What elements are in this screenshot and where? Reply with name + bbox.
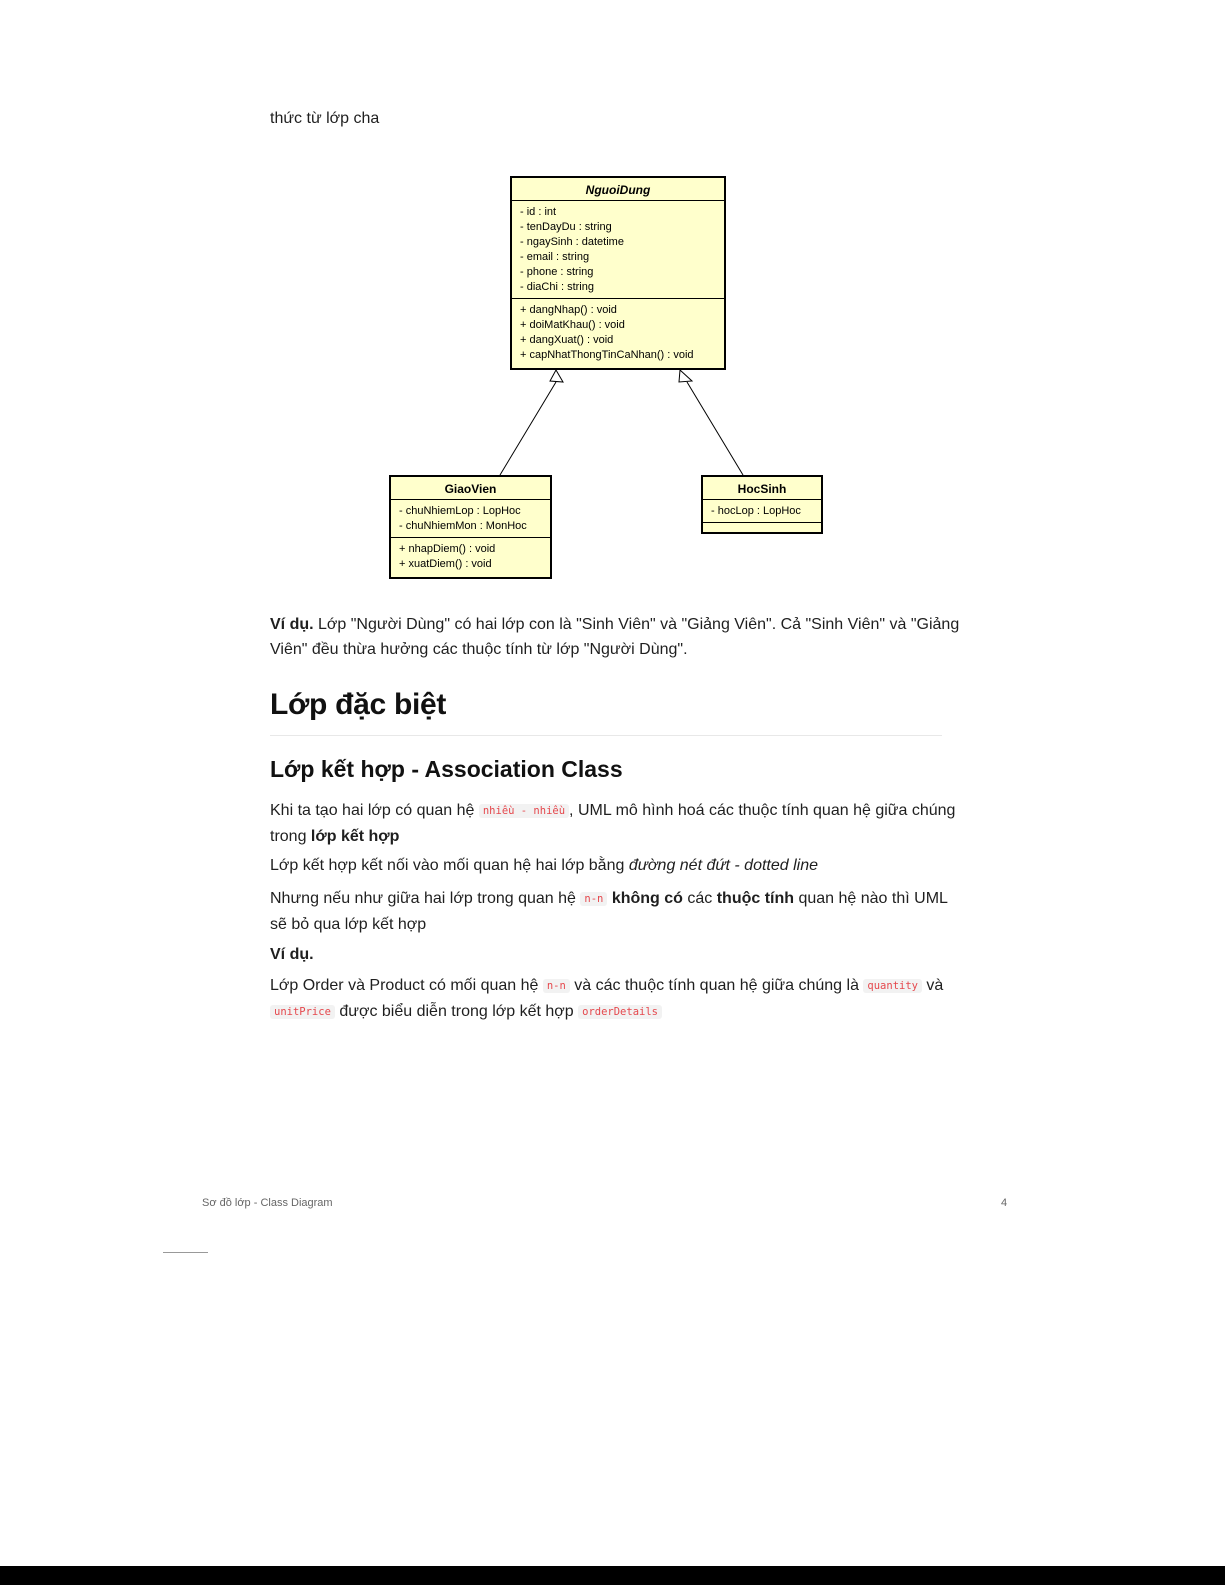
bold-text: không có [611,890,683,907]
text: Lớp kết hợp kết nối vào mối quan hệ hai lớp bằng [270,857,629,874]
inline-code: nhiều - nhiều [479,804,569,818]
attributes-section [512,201,724,299]
bottom-bar [0,1566,1225,1585]
inheritance-line-giaovien [500,382,556,475]
paragraph-order-product [270,973,960,1025]
inline-code: unitPrice [270,1005,335,1019]
method: + dangXuat() : void [520,334,614,346]
class-hocsinh [701,475,823,534]
inline-code: n-n [543,979,570,993]
text: được biểu diễn trong lớp kết hợp [334,1003,579,1020]
methods-section [391,538,550,575]
method: + nhapDiem() : void [399,543,496,555]
attribute: - hocLop : LopHoc [711,505,801,517]
example-text: Lớp "Người Dùng" có hai lớp con là "Sinh Viên" và "Giảng Viên". Cả "Sinh Viên" và "Giảng Viên" đều thừa hưởng các thuộc tính từ lớp "Người Dùng". [270,616,960,658]
text: quan hệ nào thì UML sẽ bỏ qua lớp kết hợp [270,890,948,933]
text: Khi ta tạo hai lớp có quan hệ [270,802,479,819]
attribute: - diaChi : string [520,281,594,293]
bold-text: thuộc tính [716,890,795,907]
inheritance-arrowhead-giaovien [550,370,563,382]
attribute: - id : int [520,206,557,218]
heading-special-class: Lớp đặc biệt [270,688,447,721]
method: + xuatDiem() : void [399,558,492,570]
class-name: GiaoVien [391,477,550,500]
example-label-2 [270,942,960,967]
text: Nhưng nếu như giữa hai lớp trong quan hệ [270,890,581,907]
text: , UML mô hình hoá các thuộc tính quan hệ giữa chúng trong [270,802,956,845]
attribute: - email : string [520,251,590,263]
text: các [682,890,717,907]
bold-text: Ví dụ. [270,946,314,963]
inline-code: quantity [863,979,922,993]
example-label: Ví dụ. [270,616,314,633]
heading-association-class: Lớp kết hợp - Association Class [270,756,623,782]
attributes-section [703,500,821,523]
attribute: - tenDayDu : string [520,221,612,233]
method: + doiMatKhau() : void [520,319,625,331]
intro-text: thức từ lớp cha [270,110,380,127]
attributes-section [391,500,550,538]
paragraph-dotted-line [270,853,960,878]
method: + capNhatThongTinCaNhan() : void [520,349,694,361]
page-edge-line [163,1252,208,1253]
inheritance-arrowhead-hocsinh [679,370,692,382]
methods-section [512,299,724,366]
footer-title: Sơ đồ lớp - Class Diagram [202,1197,333,1209]
class-nguoidung [510,176,726,370]
class-giaovien [389,475,552,579]
text: Lớp Order và Product có mối quan hệ [270,977,543,994]
attribute: - chuNhiemLop : LopHoc [399,505,521,517]
attribute: - chuNhiemMon : MonHoc [399,520,527,532]
inline-code: orderDetails [578,1005,662,1019]
method: + dangNhap() : void [520,304,617,316]
text: và các thuộc tính quan hệ giữa chúng là [569,977,864,994]
attribute: - ngaySinh : datetime [520,236,624,248]
text: và [921,977,944,994]
class-name: HocSinh [703,477,821,500]
attribute: - phone : string [520,266,594,278]
inline-code: n-n [580,892,607,906]
bold-text: lớp kết hợp [310,828,400,845]
class-name: NguoiDung [512,178,724,201]
methods-section [703,523,821,538]
italic-text: đường nét đứt - dotted line [628,857,819,874]
paragraph-no-attributes [270,886,960,937]
example-paragraph [270,612,960,662]
page-number: 4 [1001,1197,1008,1209]
heading-divider [270,735,942,736]
inheritance-line-hocsinh [687,382,743,475]
paragraph-association-intro [270,798,960,849]
